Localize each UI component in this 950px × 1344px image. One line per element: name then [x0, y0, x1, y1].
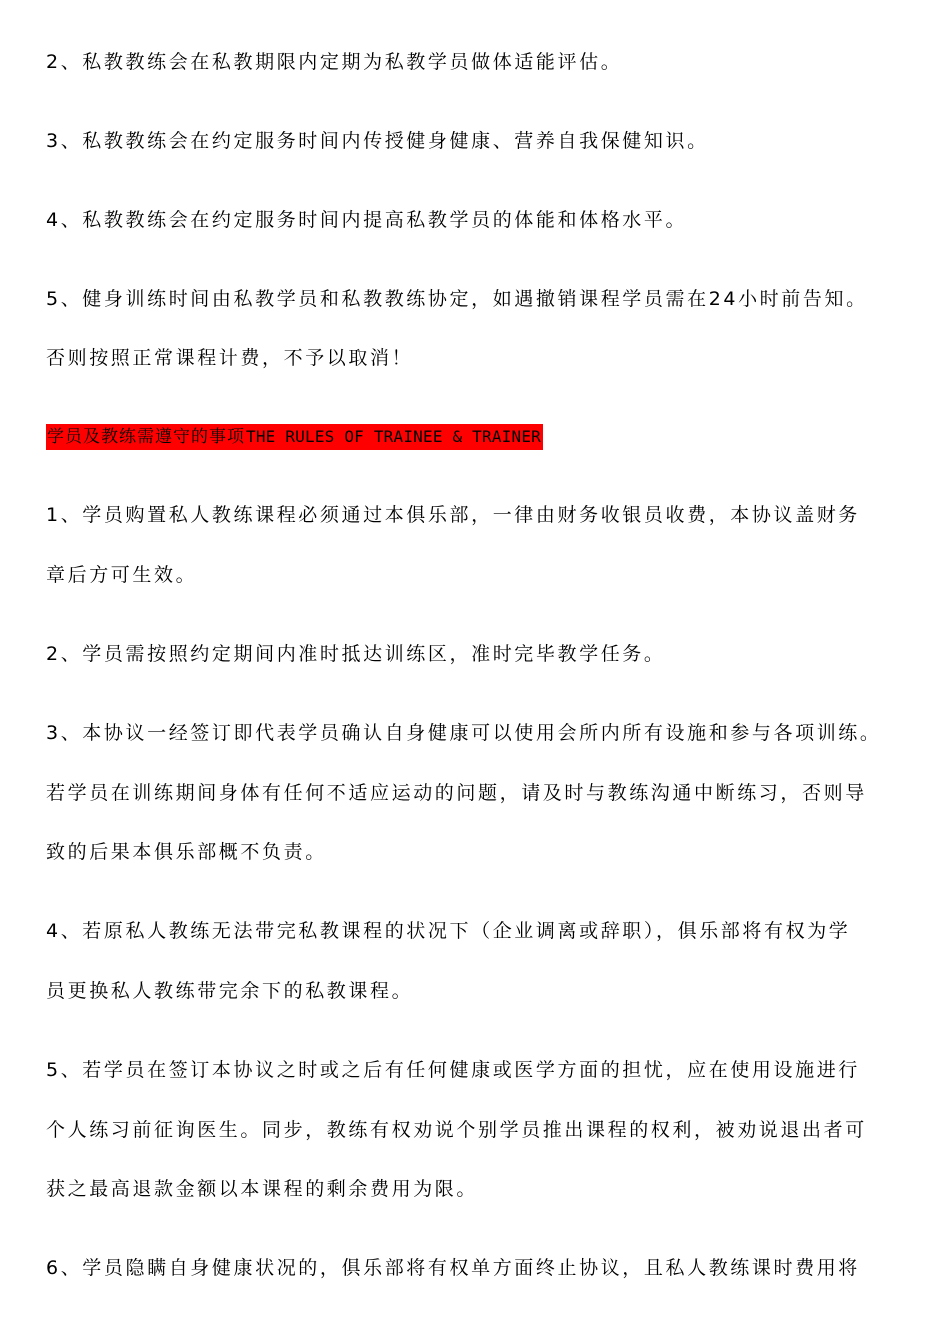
paragraph-line: 否则按照正常课程计费，不予以取消！ — [46, 347, 414, 369]
paragraph-line: 4、若原私人教练无法带完私教课程的状况下（企业调离或辞职），俱乐部将有权为学 — [46, 920, 851, 942]
paragraph-line: 个人练习前征询医生。同步，教练有权劝说个别学员推出课程的权利，被劝说退出者可 — [46, 1119, 867, 1141]
paragraph-line: 员更换私人教练带完余下的私教课程。 — [46, 980, 414, 1002]
section-heading-chinese: 学员及教练需遵守的事项 — [46, 424, 246, 450]
paragraph-line: 致的后果本俱乐部概不负责。 — [46, 841, 327, 863]
paragraph-line: 3、本协议一经签订即代表学员确认自身健康可以使用会所内所有设施和参与各项训练。 — [46, 722, 882, 744]
section-heading-english: THE RULES OF TRAINEE & TRAINER — [246, 424, 543, 450]
paragraph-line: 获之最高退款金额以本课程的剩余费用为限。 — [46, 1178, 479, 1200]
section-heading — [46, 424, 543, 450]
paragraph-line: 2、私教教练会在私教期限内定期为私教学员做体适能评估。 — [46, 51, 623, 73]
paragraph-line: 5、健身训练时间由私教学员和私教教练协定，如遇撤销课程学员需在24小时前告知。 — [46, 288, 868, 310]
paragraph-line: 4、私教教练会在约定服务时间内提高私教学员的体能和体格水平。 — [46, 209, 688, 231]
paragraph-line: 3、私教教练会在约定服务时间内传授健身健康、营养自我保健知识。 — [46, 130, 709, 152]
paragraph-line: 1、学员购置私人教练课程必须通过本俱乐部，一律由财务收银员收费，本协议盖财务 — [46, 504, 860, 526]
paragraph-line: 5、若学员在签订本协议之时或之后有任何健康或医学方面的担忧，应在使用设施进行 — [46, 1059, 860, 1081]
paragraph-line: 2、学员需按照约定期间内准时抵达训练区，准时完毕教学任务。 — [46, 643, 666, 665]
paragraph-line: 6、学员隐瞒自身健康状况的，俱乐部将有权单方面终止协议，且私人教练课时费用将 — [46, 1257, 860, 1279]
paragraph-line: 若学员在训练期间身体有任何不适应运动的问题，请及时与教练沟通中断练习，否则导 — [46, 782, 867, 804]
paragraph-line: 章后方可生效。 — [46, 564, 198, 586]
